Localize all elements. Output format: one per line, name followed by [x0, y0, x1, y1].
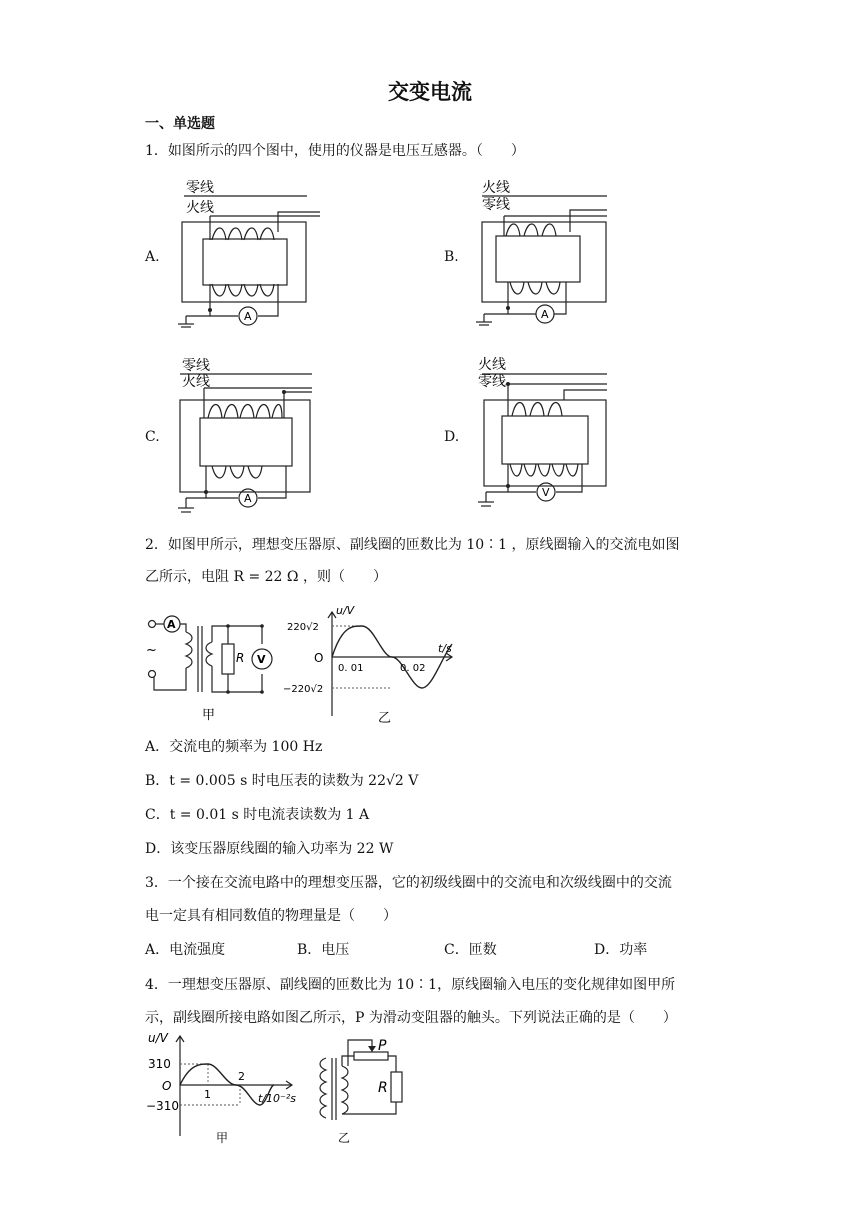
- x-tick-1: 0. 01: [338, 663, 364, 674]
- neutral-wire-label: 零线: [186, 180, 214, 196]
- q2-option-d: D．该变压器原线圈的输入功率为 22 W: [145, 841, 394, 857]
- q3-stem-line1: 3．一个接在交流电路中的理想变压器，它的初级线圈中的交流电和次级线圈中的交流: [145, 875, 672, 891]
- y-min-label: −310: [146, 1099, 179, 1113]
- q1-option-c-label: C.: [145, 429, 160, 445]
- y-axis-label: u/V: [148, 1031, 168, 1045]
- voltmeter-symbol: V: [257, 653, 266, 666]
- resistor-label: R: [236, 651, 245, 665]
- x-axis-label: t/10⁻²s: [258, 1092, 296, 1105]
- neutral-wire-label: 零线: [182, 358, 210, 374]
- live-wire-label: 火线: [186, 200, 214, 216]
- figure-label-yi: 乙: [338, 1131, 351, 1145]
- q2-figure: [142, 604, 472, 726]
- q1-option-b-label: B.: [444, 249, 459, 265]
- q4-stem-line1: 4．一理想变压器原、副线圈的匝数比为 10∶1，原线圈输入电压的变化规律如图甲所: [145, 977, 676, 993]
- q1-option-a-label: A.: [145, 249, 160, 265]
- x-axis-label: t/s: [438, 642, 452, 655]
- q3-option-a: A．电流强度: [145, 942, 226, 958]
- q3-option-d: D．功率: [594, 942, 648, 958]
- q1-figure-d: [472, 354, 622, 520]
- q2-stem-line1: 2．如图甲所示，理想变压器原、副线圈的匝数比为 10∶1 ，原线圈输入的交流电如图: [145, 537, 680, 553]
- page-title: 交变电流: [388, 80, 472, 104]
- ac-source-symbol: ~: [146, 643, 157, 658]
- x-tick-2: 2: [238, 1070, 245, 1083]
- section-heading: 一、单选题: [145, 116, 215, 132]
- figure-label-jia: 甲: [202, 708, 216, 723]
- live-wire-label: 火线: [478, 357, 506, 373]
- q2-stem-line2: 乙所示，电阻 R = 22 Ω ，则（ ）: [145, 569, 387, 585]
- q2-option-c: C．t = 0.01 s 时电流表读数为 1 A: [145, 807, 370, 823]
- q2-option-a: A．交流电的频率为 100 Hz: [145, 739, 323, 755]
- q2-option-b: B．t = 0.005 s 时电压表的读数为 22√2 V: [145, 773, 419, 789]
- origin-label: O: [162, 1079, 172, 1093]
- y-min-label: −220√2: [283, 684, 324, 695]
- voltmeter-symbol: V: [542, 486, 550, 499]
- q1-option-d-label: D.: [444, 429, 460, 445]
- q1-figure-c: [172, 354, 322, 520]
- ammeter-symbol: A: [244, 492, 252, 505]
- neutral-wire-label: 零线: [482, 197, 510, 213]
- resistor-label: R: [378, 1080, 388, 1096]
- neutral-wire-label: 零线: [478, 374, 506, 390]
- q4-figure: [142, 1030, 422, 1150]
- ammeter-symbol: A: [244, 310, 252, 323]
- ammeter-symbol: A: [541, 308, 549, 321]
- q1-figure-a: [172, 176, 322, 328]
- x-tick-1: 1: [204, 1088, 211, 1101]
- q3-stem-line2: 电一定具有相同数值的物理量是（ ）: [145, 908, 397, 924]
- ammeter-symbol: A: [167, 618, 176, 631]
- y-max-label: 220√2: [287, 622, 319, 633]
- figure-label-yi: 乙: [378, 711, 392, 726]
- q3-option-b: B．电压: [297, 942, 350, 958]
- q3-option-c: C．匝数: [444, 942, 497, 958]
- y-axis-label: u/V: [336, 604, 355, 617]
- figure-label-jia: 甲: [216, 1131, 229, 1145]
- slider-label: P: [378, 1038, 387, 1054]
- q1-stem: 1．如图所示的四个图中，使用的仪器是电压互感器。（ ）: [145, 143, 525, 159]
- origin-label: O: [314, 651, 324, 665]
- live-wire-label: 火线: [182, 374, 210, 390]
- q4-stem-line2: 示，副线圈所接电路如图乙所示，P 为滑动变阻器的触头。下列说法正确的是（ ）: [145, 1010, 677, 1026]
- q1-figure-b: [472, 176, 622, 328]
- y-max-label: 310: [148, 1057, 171, 1071]
- live-wire-label: 火线: [482, 180, 510, 196]
- x-tick-2: 0. 02: [400, 663, 426, 674]
